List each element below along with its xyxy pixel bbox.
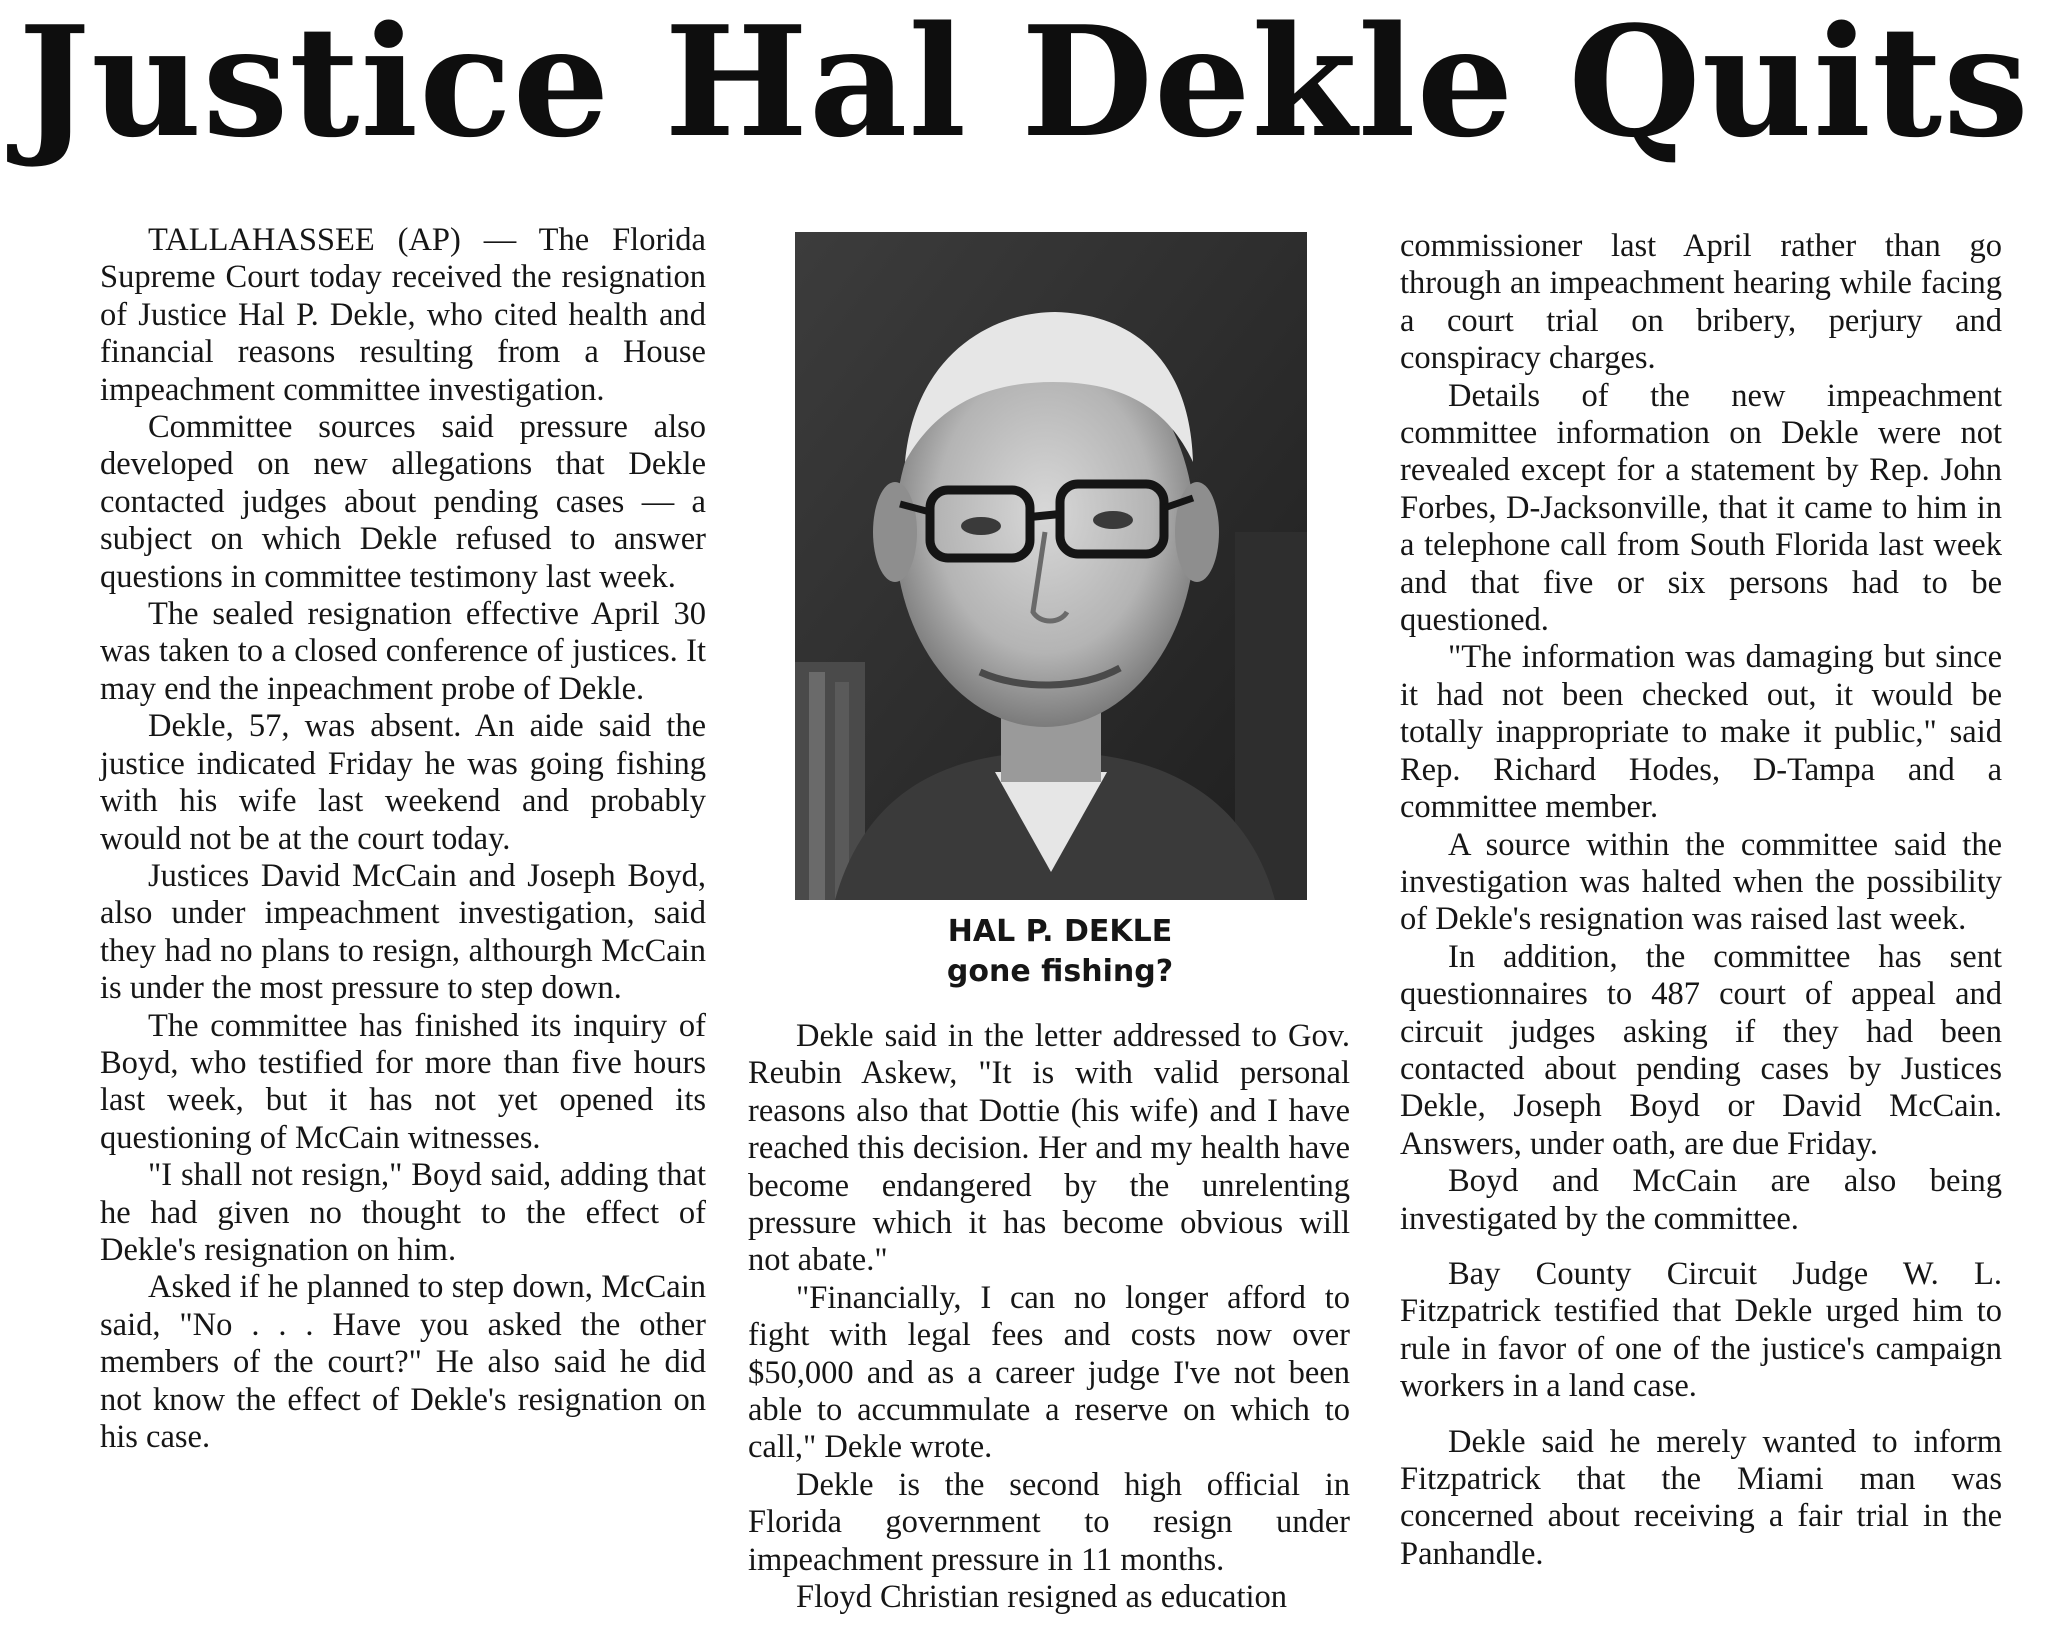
paragraph: In addition, the committee has sent questionnaires to 487 court of appeal and circuit judges asking if they had been contacted about pending cases by Justices Dekle, Joseph Boyd or David McCain. Answers, under oath, are due Friday. (1400, 938, 2002, 1162)
caption-subtitle: gone fishing? (946, 954, 1174, 989)
paragraph: Boyd and McCain are also being investigated by the committee. (1400, 1163, 2002, 1237)
paragraph: Committee sources said pressure also developed on new allegations that Dekle contacted judges about pending cases — a subject on which Dekle refused to answer questions in committee testimony last week. (100, 409, 706, 595)
portrait-photo (795, 232, 1307, 900)
headline: Justice Hal Dekle Quits (18, 0, 2030, 171)
paragraph: The sealed resignation effective April 30 was taken to a closed conference of justices. It may end the inpeachment probe of Dekle. (100, 596, 706, 707)
portrait-image (795, 232, 1307, 900)
paragraph: The committee has finished its inquiry of Boyd, who testified for more than five hours last week, but it has not yet opened its questioning of McCain witnesses. (100, 1007, 706, 1156)
paragraph: Dekle is the second high official in Florida government to resign under impeachment pressure in 11 months. (748, 1466, 1350, 1578)
paragraph: Dekle said he merely wanted to inform Fitzpatrick that the Miami man was concerned about receiving a fair trial in the Panhandle. (1400, 1423, 2002, 1572)
article-column-2 (748, 1018, 1350, 1617)
paragraph: Dekle, 57, was absent. An aide said the justice indicated Friday he was going fishing with his wife last weekend and probably would not be at the court today. (100, 708, 706, 857)
paragraph: commissioner last April rather than go through an impeachment hearing while facing a court trial on bribery, perjury and conspiracy charges. (1400, 228, 2002, 377)
article-column-1 (100, 222, 706, 1456)
photo-caption (840, 912, 1280, 992)
paragraph: Asked if he planned to step down, McCain said, "No . . . Have you asked the other members of the court?" He also said he did not know the effect of Dekle's resignation on his case. (100, 1269, 706, 1455)
paragraph: Details of the new impeachment committee information on Dekle were not revealed except for a statement by Rep. John Forbes, D-Jacksonville, that it came to him in a telephone call from South Florida last week and that five or six persons had to be questioned. (1400, 377, 2002, 639)
paragraph: Dekle said in the letter addressed to Gov. Reubin Askew, "It is with valid personal reasons also that Dottie (his wife) and I have reached this decision. Her and my health have become endangered by the unrelenting pressure which it has become obvious will not abate." (748, 1018, 1350, 1279)
paragraph: "The information was damaging but since it had not been checked out, it would be totally inappropriate to make it public," said Rep. Richard Hodes, D-Tampa and a committee member. (1400, 639, 2002, 826)
paragraph: A source within the committee said the investigation was halted when the possibility of Dekle's resignation was raised last week. (1400, 826, 2002, 938)
paragraph: Justices David McCain and Joseph Boyd, also under impeachment investigation, said they had no plans to resign, althourgh McCain is under the most pressure to step down. (100, 857, 706, 1007)
paragraph: Floyd Christian resigned as education (796, 1579, 1288, 1616)
paragraph: "Financially, I can no longer afford to fight with legal fees and costs now over $50,000 and as a career judge I've not been able to accummulate a reserve on which to call," Dekle wrote. (748, 1279, 1350, 1466)
paragraph: "I shall not resign," Boyd said, adding that he had given no thought to the effect of Dekle's resignation on him. (100, 1157, 706, 1268)
paragraph: TALLAHASSEE (AP) — The Florida Supreme Court today received the resignation of Justice Hal P. Dekle, who cited health and financial reasons resulting from a House impeachment committee investigation. (100, 222, 706, 408)
paragraph: Bay County Circuit Judge W. L. Fitzpatrick testified that Dekle urged him to rule in favor of one of the justice's campaign workers in a land case. (1400, 1255, 2002, 1405)
article-column-3 (1400, 228, 2002, 1573)
caption-name: HAL P. DEKLE (947, 914, 1173, 949)
